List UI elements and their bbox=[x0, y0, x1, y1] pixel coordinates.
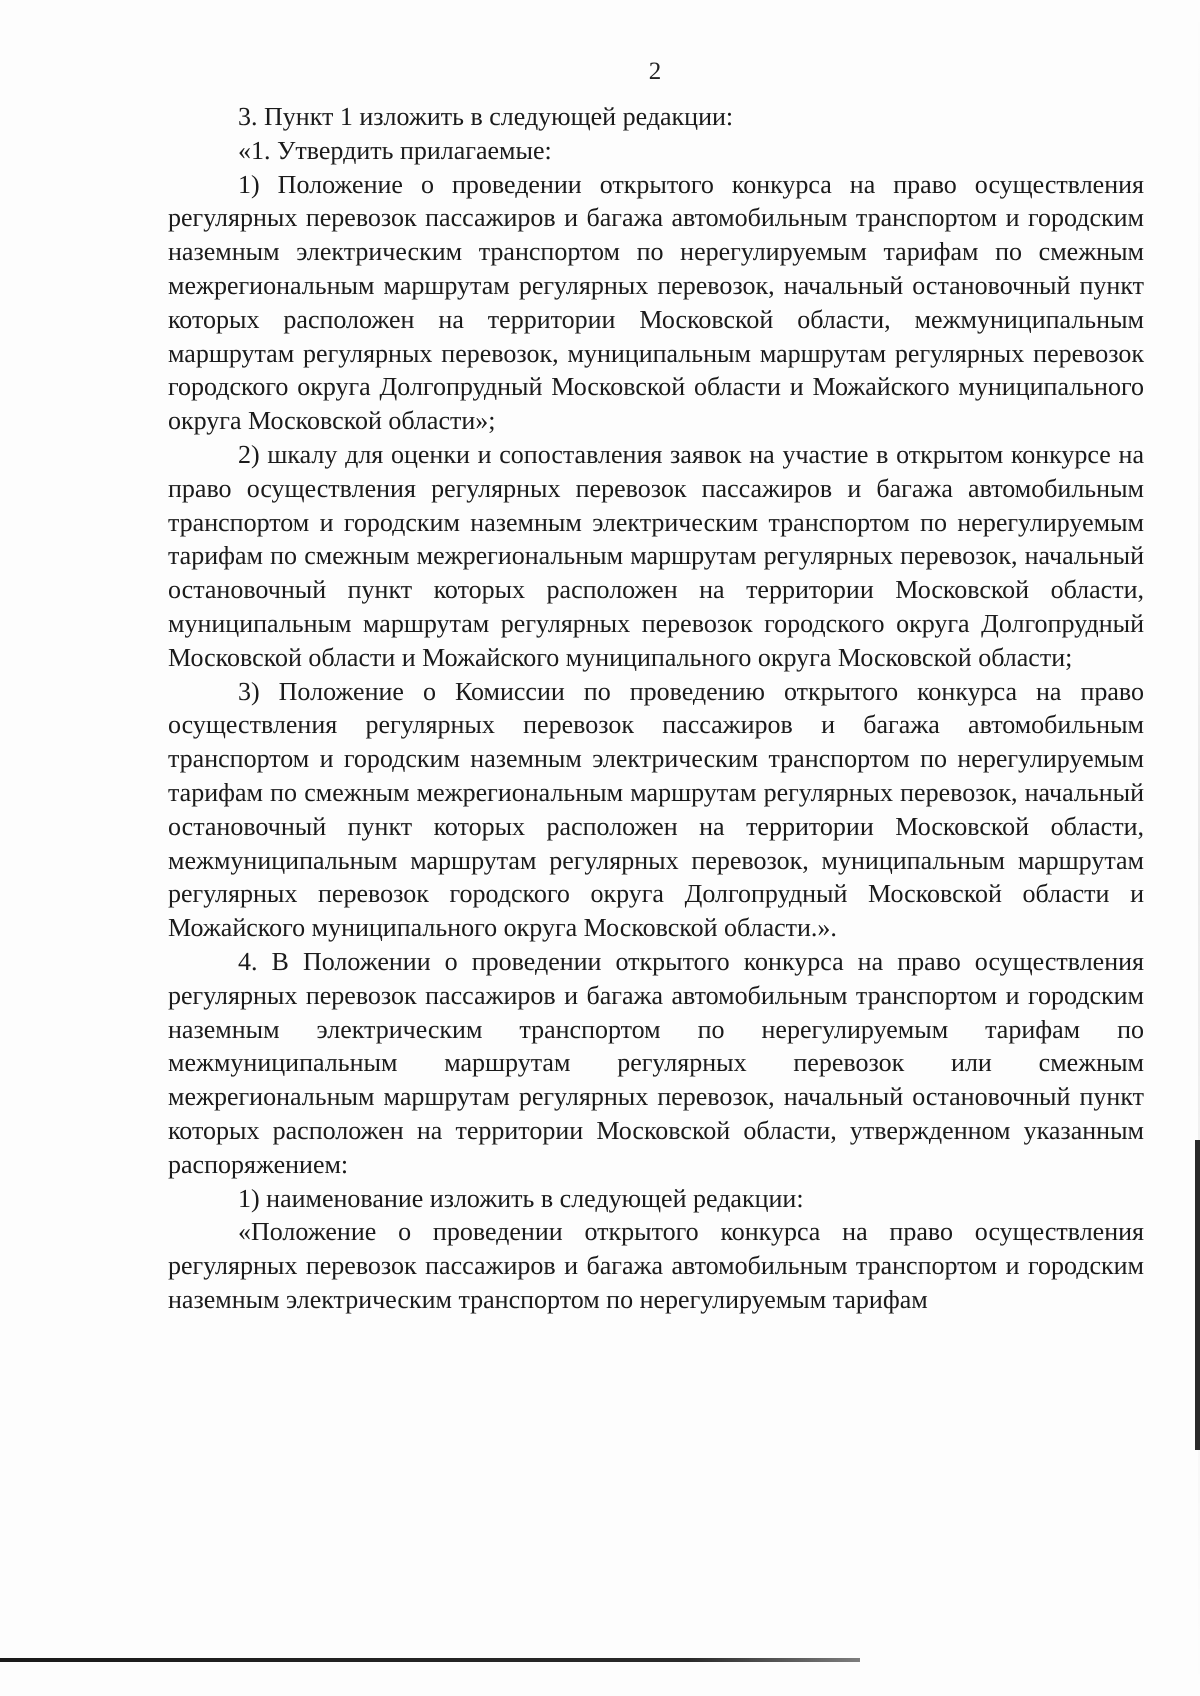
scan-artifact-right-edge bbox=[1195, 1140, 1200, 1450]
scan-artifact-bottom-line bbox=[0, 1658, 860, 1662]
document-body bbox=[168, 100, 1144, 1317]
paragraph-item-4-subitem-1: 1) наименование изложить в следующей редакции: bbox=[238, 1183, 804, 1213]
paragraph-subitem-1: 1) Положение о проведении открытого конкурса на право осуществления регулярных перевозок пассажиров и багажа автомобильным транспортом и городским наземным электрическим транспортом по нерегулируемым тарифам по смежным межрегиональным маршрутам регулярных перевозок, начальный остановочный пункт которых расположен на территории Московской области, межмуниципальным маршрутам регулярных перевозок, муниципальным маршрутам регулярных перевозок городского округа Долгопрудный Московской области и Можайского муниципального округа Московской области»; bbox=[168, 169, 1144, 436]
paragraph-subitem-3: 3) Положение о Комиссии по проведению открытого конкурса на право осуществления регулярных перевозок пассажиров и багажа автомобильным транспортом и городским наземным электрическим транспортом по нерегулируемым тарифам по смежным межрегиональным маршрутам регулярных перевозок, начальный остановочный пункт которых расположен на территории Московской области, межмуниципальным маршрутам регулярных перевозок, муниципальным маршрутам регулярных перевозок городского округа Долгопрудный Московской области и Можайского муниципального округа Московской области.». bbox=[168, 676, 1144, 943]
paragraph-item-4: 4. В Положении о проведении открытого конкурса на право осуществления регулярных перевозок пассажиров и багажа автомобильным транспортом и городским наземным электрическим транспортом по нерегулируемым тарифам по межмуниципальным маршрутам регулярных перевозок или смежным межрегиональным маршрутам регулярных перевозок, начальный остановочный пункт которых расположен на территории Московской области, утвержденном указанным распоряжением: bbox=[168, 946, 1144, 1179]
paragraph-subitem-2: 2) шкалу для оценки и сопоставления заявок на участие в открытом конкурсе на право осуществления регулярных перевозок пассажиров и багажа автомобильным транспортом и городским наземным электрическим транспортом по нерегулируемым тарифам по смежным межрегиональным маршрутам регулярных перевозок, начальный остановочный пункт которых расположен на территории Московской области, муниципальным маршрутам регулярных перевозок городского округа Долгопрудный Московской области и Можайского муниципального округа Московской области; bbox=[168, 439, 1144, 672]
paragraph-item-3: 3. Пункт 1 изложить в следующей редакции: bbox=[238, 102, 734, 131]
page-number: 2 bbox=[648, 58, 662, 85]
paragraph-new-title: «Положение о проведении открытого конкурса на право осуществления регулярных перевозок пассажиров и багажа автомобильным транспортом и городским наземным электрическим транспортом по нерегулируемым тарифам bbox=[168, 1217, 1144, 1314]
paragraph-item-1-approve: «1. Утвердить прилагаемые: bbox=[238, 135, 552, 165]
